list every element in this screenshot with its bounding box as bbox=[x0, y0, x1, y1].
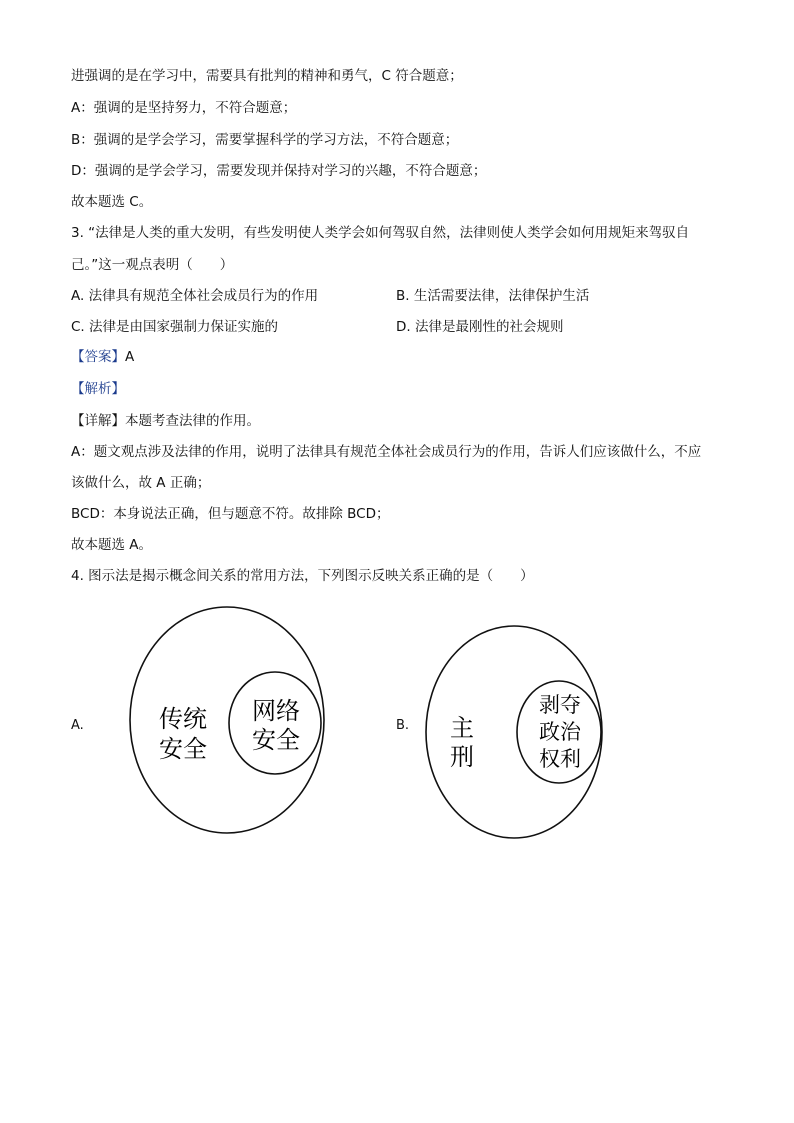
text-line: 故本题选 C。 bbox=[71, 194, 153, 210]
question-3-stem: 3. “法律是人类的重大发明，有些发明使人类学会如何驾驭自然，法律则使人类学会如何用规矩来驾驭自 bbox=[71, 225, 690, 241]
text-line: A：强调的是坚持努力，不符合题意； bbox=[71, 100, 297, 116]
diagram-a-inner-text: 安全 bbox=[252, 726, 300, 754]
diagram-a-outer-text: 传统 bbox=[159, 705, 207, 733]
diagram-a-label: A. bbox=[71, 718, 84, 733]
diagram-b-inner-text: 剥夺 bbox=[539, 693, 581, 717]
option-d: D. 法律是最刚性的社会规则 bbox=[396, 319, 564, 335]
text-line: D：强调的是学会学习，需要发现并保持对学习的兴趣，不符合题意； bbox=[71, 163, 487, 179]
answer-line bbox=[71, 347, 134, 367]
answer-tag: 【答案】 bbox=[71, 349, 125, 365]
answer-value: A bbox=[125, 349, 135, 365]
diagram-b bbox=[420, 620, 615, 845]
diagram-a bbox=[125, 600, 335, 840]
question-3-stem-cont: 己。”这一观点表明（ ） bbox=[71, 257, 234, 273]
analysis-line bbox=[71, 379, 125, 399]
detail-text: 本题考查法律的作用。 bbox=[125, 413, 260, 429]
text-line: B：强调的是学会学习，需要掌握科学的学习方法，不符合题意； bbox=[71, 132, 459, 148]
diagram-a-outer-text: 安全 bbox=[159, 735, 207, 763]
diagram-a-inner-text: 网络 bbox=[252, 697, 300, 725]
detail-line bbox=[71, 411, 260, 431]
diagram-b-outer-text: 主 bbox=[450, 714, 474, 742]
option-a: A. 法律具有规范全体社会成员行为的作用 bbox=[71, 288, 319, 304]
question-4-stem: 4. 图示法是揭示概念间关系的常用方法，下列图示反映关系正确的是（ ） bbox=[71, 568, 534, 584]
option-b: B. 生活需要法律，法律保护生活 bbox=[396, 288, 590, 304]
diagram-b-outer-text: 刑 bbox=[450, 743, 474, 771]
diagram-b-label: B. bbox=[396, 718, 410, 733]
text-line: 进强调的是在学习中，需要具有批判的精神和勇气，C 符合题意； bbox=[71, 68, 463, 84]
diagram-b-inner-text: 权利 bbox=[539, 747, 581, 771]
diagram-b-inner-text: 政治 bbox=[539, 720, 581, 744]
detail-tag: 【详解】 bbox=[71, 413, 125, 429]
explanation-bcd: BCD：本身说法正确，但与题意不符。故排除 BCD； bbox=[71, 506, 390, 522]
explanation-a: A：题文观点涉及法律的作用，说明了法律具有规范全体社会成员行为的作用，告诉人们应该做什么，不应 bbox=[71, 444, 702, 460]
conclusion-line: 故本题选 A。 bbox=[71, 537, 153, 553]
option-c: C. 法律是由国家强制力保证实施的 bbox=[71, 319, 279, 335]
explanation-a-cont: 该做什么，故 A 正确； bbox=[71, 475, 211, 491]
analysis-tag: 【解析】 bbox=[71, 381, 125, 397]
